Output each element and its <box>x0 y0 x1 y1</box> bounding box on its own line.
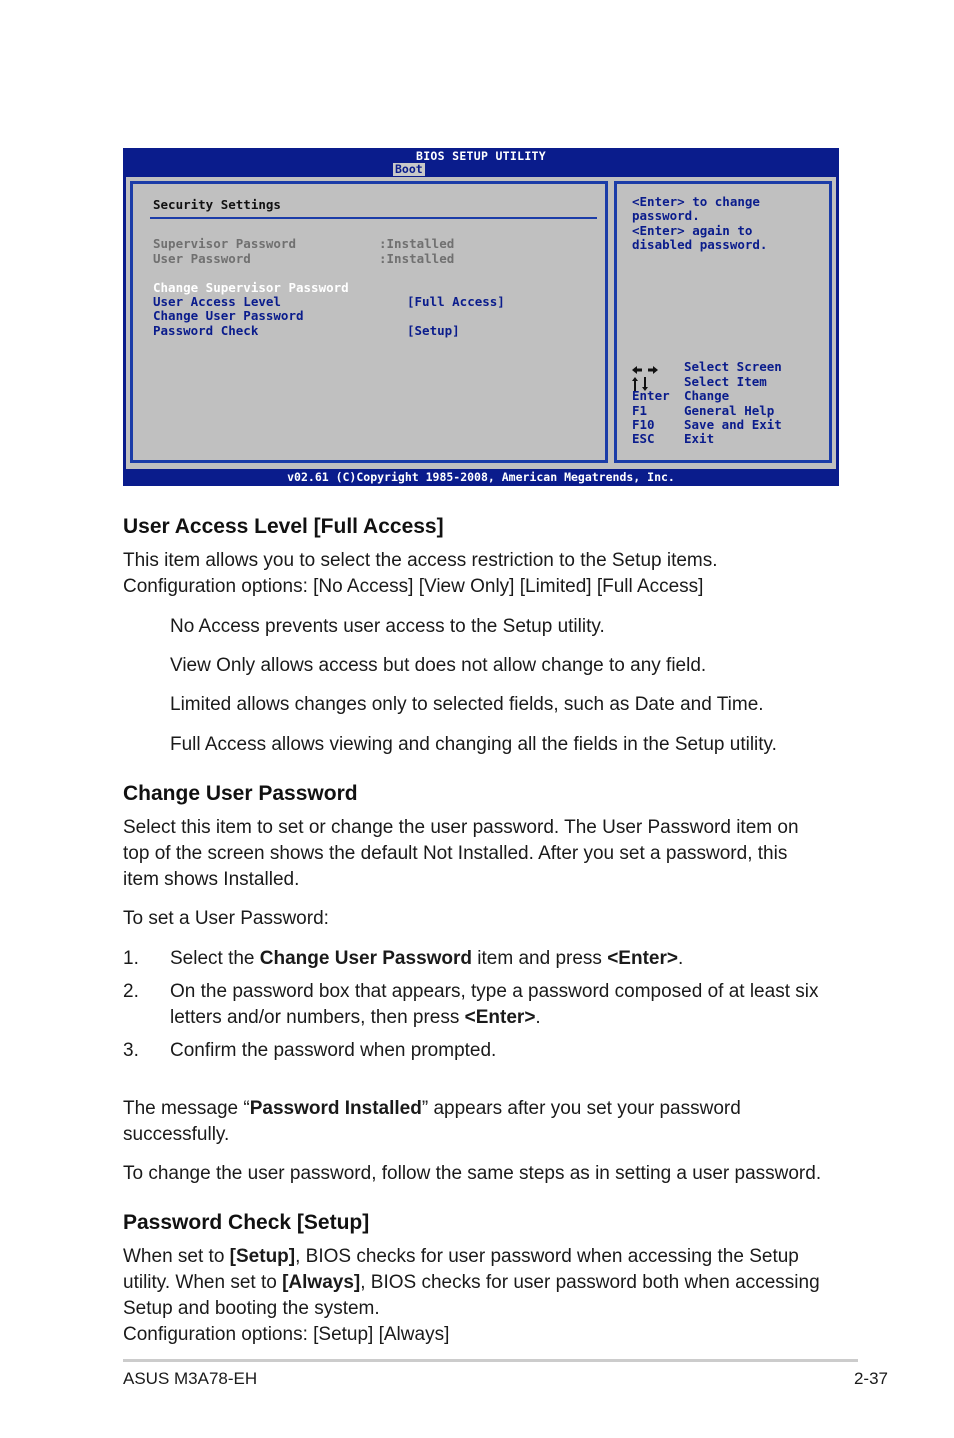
key-f10: F10 <box>632 417 655 432</box>
paragraph: Configuration options: [No Access] [View Only] [Limited] [Full Access] <box>123 576 704 597</box>
help-line: <Enter> to change <box>632 194 760 209</box>
divider <box>150 217 597 219</box>
footer-model: ASUS M3A78-EH <box>123 1369 258 1388</box>
paragraph: Setup and booting the system. <box>123 1298 380 1319</box>
key-enter: Enter <box>632 388 670 403</box>
status-value-supervisor: :Installed <box>379 236 455 251</box>
heading-password-check: Password Check [Setup] <box>123 1211 370 1234</box>
password-check-value[interactable]: [Setup] <box>407 323 460 338</box>
key-desc-general-help: General Help <box>684 403 775 418</box>
tab-boot[interactable]: Boot <box>395 162 423 176</box>
key-desc-select-item: Select Item <box>684 374 767 389</box>
key-desc-save-exit: Save and Exit <box>684 417 782 432</box>
key-esc: ESC <box>632 431 655 446</box>
bios-title: BIOS SETUP UTILITY <box>415 149 547 163</box>
key-desc-select-screen: Select Screen <box>684 359 782 374</box>
option-description: Full Access allows viewing and changing all the fields in the Setup utility. <box>170 734 777 755</box>
paragraph: top of the screen shows the default Not Installed. After you set a password, this <box>123 843 788 864</box>
step-3: Confirm the password when prompted. <box>170 1040 497 1061</box>
step-number: 2. <box>123 981 139 1002</box>
key-desc-exit: Exit <box>684 431 715 446</box>
help-panel <box>614 181 832 463</box>
paragraph: item shows Installed. <box>123 869 300 890</box>
user-access-level-value[interactable]: [Full Access] <box>407 294 505 309</box>
step-number: 3. <box>123 1040 139 1061</box>
paragraph: Select this item to set or change the user password. The User Password item on <box>123 817 799 838</box>
section-title: Security Settings <box>153 197 281 212</box>
key-desc-change: Change <box>684 388 730 403</box>
bios-body <box>126 177 836 469</box>
step-number: 1. <box>123 948 139 969</box>
paragraph: Configuration options: [Setup] [Always] <box>123 1324 450 1345</box>
step-2-line-1: On the password box that appears, type a password composed of at least six <box>170 981 819 1002</box>
help-line: password. <box>632 208 700 223</box>
key-f1: F1 <box>632 403 648 418</box>
option-description: View Only allows access but does not allow change to any field. <box>170 655 707 676</box>
paragraph: To change the user password, follow the same steps as in setting a user password. <box>123 1163 822 1184</box>
page-number: 2-37 <box>853 1369 888 1388</box>
status-value-user: :Installed <box>379 251 455 266</box>
status-label-user: User Password <box>153 251 251 266</box>
status-label-supervisor: Supervisor Password <box>153 236 296 251</box>
bios-screenshot <box>123 148 839 486</box>
menu-item-change-user-password[interactable]: Change User Password <box>153 308 304 323</box>
help-line: disabled password. <box>632 237 768 252</box>
menu-item-password-check[interactable]: Password Check <box>153 323 259 338</box>
paragraph: utility. When set to [Always], BIOS checks for user password both when accessing <box>123 1272 820 1293</box>
paragraph: This item allows you to select the access restriction to the Setup items. <box>123 550 718 571</box>
paragraph: To set a User Password: <box>123 908 329 929</box>
message-note: The message “Password Installed” appears after you set your password <box>123 1098 741 1119</box>
menu-item-change-supervisor-password[interactable]: Change Supervisor Password <box>153 280 349 295</box>
option-description: No Access prevents user access to the Setup utility. <box>170 616 605 637</box>
step-1: Select the Change User Password item and press <Enter>. <box>170 948 684 969</box>
step-2-line-2: letters and/or numbers, then press <Enter>. <box>170 1007 541 1028</box>
heading-change-user-password: Change User Password <box>123 782 358 805</box>
left-right-arrows-icon <box>632 364 658 376</box>
footer-rule <box>123 1359 858 1362</box>
heading-user-access-level: User Access Level [Full Access] <box>123 515 444 538</box>
paragraph: When set to [Setup], BIOS checks for user password when accessing the Setup <box>123 1246 799 1267</box>
menu-item-user-access-level[interactable]: User Access Level <box>153 294 281 309</box>
help-line: <Enter> again to <box>632 223 753 238</box>
settings-panel <box>130 181 608 463</box>
bios-footer: v02.61 (C)Copyright 1985-2008, American Megatrends, Inc. <box>287 470 675 484</box>
option-description: Limited allows changes only to selected fields, such as Date and Time. <box>170 694 764 715</box>
message-note-line-2: successfully. <box>123 1124 230 1145</box>
